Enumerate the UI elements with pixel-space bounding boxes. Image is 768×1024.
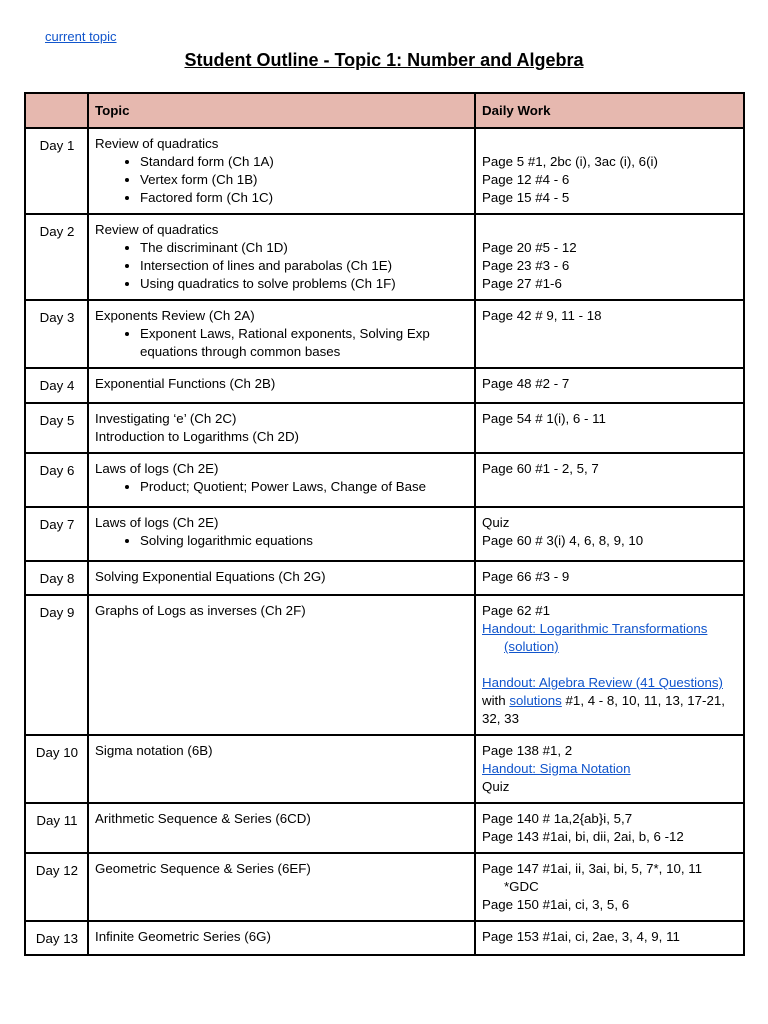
- subtopic-item: • Exponent Laws, Rational exponents, Solving Exp equations through common bases: [140, 325, 469, 361]
- daily-work-cell: [475, 803, 744, 853]
- current-topic-link[interactable]: current topic: [45, 29, 117, 44]
- topic-cell: [88, 921, 475, 955]
- work-line: [482, 692, 738, 728]
- day-label: Day 10: [25, 735, 88, 803]
- work-line: Page 5 #1, 2bc (i), 3ac (i), 6(i): [482, 154, 658, 169]
- day-label: Day 9: [25, 595, 88, 735]
- subtopic-item: • Vertex form (Ch 1B): [140, 171, 469, 189]
- day-label: Day 5: [25, 403, 88, 453]
- work-line: Page 15 #4 - 5: [482, 190, 570, 205]
- table-row-day-11: [25, 803, 744, 853]
- topic-outline-table: [24, 92, 745, 956]
- table-row-day-13: [25, 921, 744, 955]
- topic-text: Graphs of Logs as inverses (Ch 2F): [95, 603, 306, 618]
- day-label: Day 7: [25, 507, 88, 561]
- column-header-daily-work: Daily Work: [475, 93, 744, 128]
- day-label: Day 4: [25, 368, 88, 403]
- topic-cell: [88, 595, 475, 735]
- topic-cell: [88, 368, 475, 403]
- daily-work-cell: [475, 128, 744, 214]
- day-label: Day 13: [25, 921, 88, 955]
- work-line: Page 153 #1ai, ci, 2ae, 3, 4, 9, 11: [482, 929, 680, 944]
- topic-cell: [88, 300, 475, 368]
- topic-cell: [88, 214, 475, 300]
- topic-text: Review of quadratics: [95, 222, 219, 237]
- topic-text: Exponents Review (Ch 2A): [95, 308, 255, 323]
- topic-text: Introduction to Logarithms (Ch 2D): [95, 429, 299, 444]
- day-label: Day 12: [25, 853, 88, 921]
- topic-cell: [88, 853, 475, 921]
- work-line: Page 143 #1ai, bi, dii, 2ai, b, 6 -12: [482, 829, 684, 844]
- subtopic-item: • Using quadratics to solve problems (Ch 1F): [140, 275, 469, 293]
- day-label: Day 11: [25, 803, 88, 853]
- work-line: Page 60 #1 - 2, 5, 7: [482, 461, 599, 476]
- topic-text: Laws of logs (Ch 2E): [95, 461, 219, 476]
- topic-text: Solving Exponential Equations (Ch 2G): [95, 569, 326, 584]
- topic-cell: [88, 128, 475, 214]
- daily-work-cell: [475, 368, 744, 403]
- table-row-day-8: [25, 561, 744, 595]
- day-label: Day 3: [25, 300, 88, 368]
- daily-work-cell: [475, 595, 744, 735]
- table-row-day-10: [25, 735, 744, 803]
- topic-text: Infinite Geometric Series (6G): [95, 929, 271, 944]
- with-text: with: [482, 693, 510, 708]
- daily-work-cell: [475, 214, 744, 300]
- work-line: Page 62 #1: [482, 603, 551, 618]
- subtopic-list: [95, 478, 469, 496]
- work-line: Page 48 #2 - 7: [482, 376, 570, 391]
- work-line: Page 42 # 9, 11 - 18: [482, 308, 602, 323]
- subtopic-list: [95, 325, 469, 361]
- work-line: Page 147 #1ai, ii, 3ai, bi, 5, 7*, 10, 11: [482, 861, 703, 876]
- table-header-row: [25, 93, 744, 128]
- daily-work-cell: [475, 507, 744, 561]
- subtopic-list: [95, 532, 469, 550]
- table-row-day-7: [25, 507, 744, 561]
- table-row-day-5: [25, 403, 744, 453]
- topic-cell: [88, 403, 475, 453]
- table-row-day-4: [25, 368, 744, 403]
- table-row-day-12: [25, 853, 744, 921]
- subtopic-item: • Solving logarithmic equations: [140, 532, 469, 550]
- table-row-day-3: [25, 300, 744, 368]
- subtopic-item: • Product; Quotient; Power Laws, Change of Base: [140, 478, 469, 496]
- work-line: Quiz: [482, 779, 510, 794]
- table-row-day-1: [25, 128, 744, 214]
- work-line: Page 23 #3 - 6: [482, 258, 570, 273]
- column-header-day: [25, 93, 88, 128]
- subtopic-item: • Intersection of lines and parabolas (Ch 1E): [140, 257, 469, 275]
- handout-algebra-review-link[interactable]: Handout: Algebra Review (41 Questions): [482, 675, 723, 690]
- topic-text: Investigating ‘e’ (Ch 2C): [95, 411, 237, 426]
- daily-work-cell: [475, 921, 744, 955]
- topic-cell: [88, 507, 475, 561]
- topic-text: Geometric Sequence & Series (6EF): [95, 861, 311, 876]
- work-line: Page 60 # 3(i) 4, 6, 8, 9, 10: [482, 533, 644, 548]
- topic-cell: [88, 561, 475, 595]
- daily-work-cell: [475, 735, 744, 803]
- daily-work-cell: [475, 403, 744, 453]
- topic-cell: [88, 453, 475, 507]
- work-line: Page 140 # 1a,2{ab}i, 5,7: [482, 811, 633, 826]
- daily-work-cell: [475, 300, 744, 368]
- handout-logarithmic-transformations-link[interactable]: Handout: Logarithmic Transformations: [482, 621, 708, 636]
- table-row-day-2: [25, 214, 744, 300]
- subtopic-item: • Standard form (Ch 1A): [140, 153, 469, 171]
- page-title: Student Outline - Topic 1: Number and Algebra: [184, 50, 584, 70]
- work-line: Page 12 #4 - 6: [482, 172, 570, 187]
- topic-cell: [88, 803, 475, 853]
- daily-work-cell: [475, 853, 744, 921]
- table-row-day-9: [25, 595, 744, 735]
- daily-work-cell: [475, 453, 744, 507]
- work-line: Page 27 #1-6: [482, 276, 562, 291]
- topic-text: Laws of logs (Ch 2E): [95, 515, 219, 530]
- column-header-topic: Topic: [88, 93, 475, 128]
- algebra-review-solutions-link[interactable]: solutions: [509, 693, 562, 708]
- work-tail-text: #1, 4 - 8, 10, 11, 13, 17-21, 32, 33: [482, 693, 725, 726]
- work-line: Page 150 #1ai, ci, 3, 5, 6: [482, 897, 630, 912]
- subtopic-list: [95, 239, 469, 293]
- handout-sigma-notation-link[interactable]: Handout: Sigma Notation: [482, 761, 631, 776]
- day-label: Day 1: [25, 128, 88, 214]
- work-line: Quiz: [482, 515, 510, 530]
- work-line: *GDC: [504, 879, 539, 894]
- day-label: Day 2: [25, 214, 88, 300]
- daily-work-cell: [475, 561, 744, 595]
- day-label: Day 8: [25, 561, 88, 595]
- topic-text: Sigma notation (6B): [95, 743, 213, 758]
- work-line: Page 54 # 1(i), 6 - 11: [482, 411, 606, 426]
- subtopic-item: • Factored form (Ch 1C): [140, 189, 469, 207]
- work-line: Page 66 #3 - 9: [482, 569, 570, 584]
- subtopic-list: [95, 153, 469, 207]
- day-label: Day 6: [25, 453, 88, 507]
- topic-text: Exponential Functions (Ch 2B): [95, 376, 276, 391]
- subtopic-item: • The discriminant (Ch 1D): [140, 239, 469, 257]
- work-line: Page 20 #5 - 12: [482, 240, 577, 255]
- table-row-day-6: [25, 453, 744, 507]
- logarithmic-transformations-solution-link[interactable]: (solution): [504, 639, 559, 654]
- topic-text: Review of quadratics: [95, 136, 219, 151]
- topic-text: Arithmetic Sequence & Series (6CD): [95, 811, 311, 826]
- work-line: Page 138 #1, 2: [482, 743, 573, 758]
- topic-cell: [88, 735, 475, 803]
